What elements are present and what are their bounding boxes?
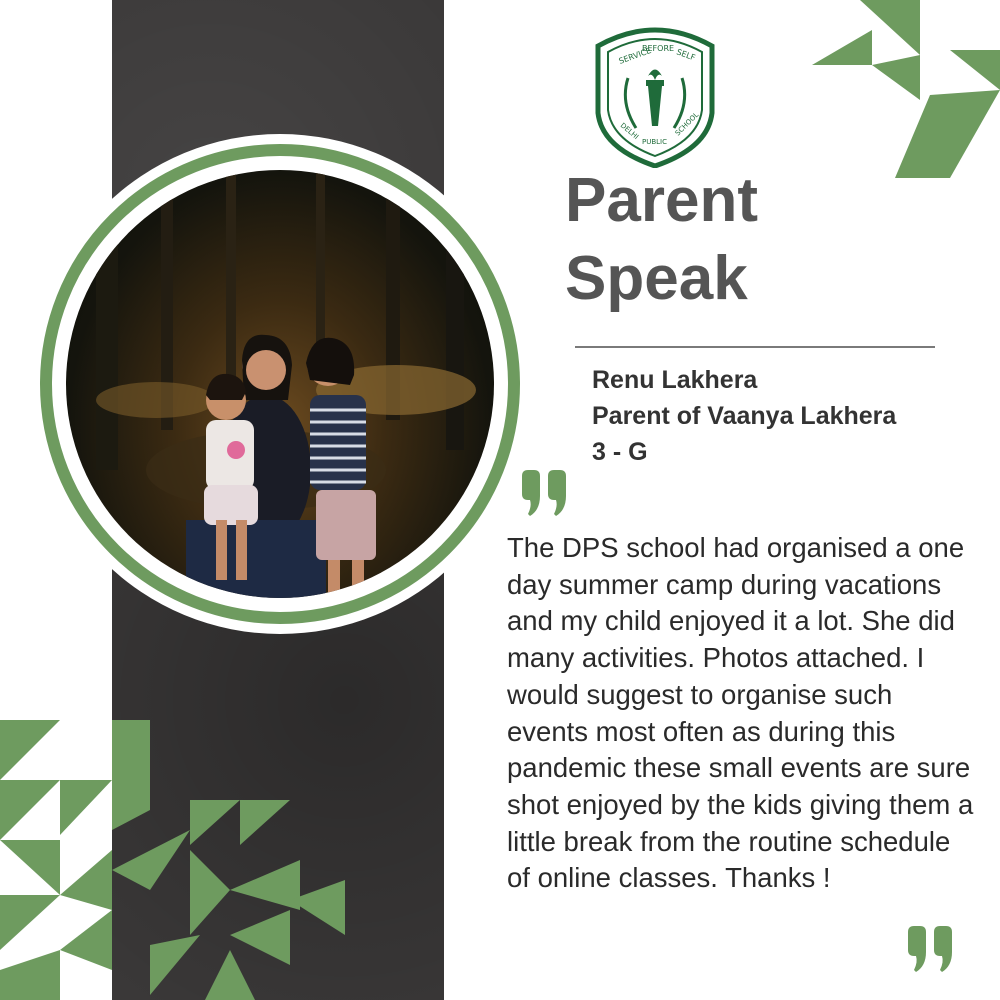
svg-text:DELHI: DELHI bbox=[618, 121, 640, 142]
svg-text:PUBLIC: PUBLIC bbox=[642, 138, 667, 146]
svg-text:SCHOOL: SCHOOL bbox=[673, 110, 701, 138]
page-title bbox=[565, 162, 758, 318]
author-block bbox=[592, 362, 896, 470]
bottom-left-triangle-decoration bbox=[0, 720, 360, 1000]
quote-open-icon bbox=[518, 470, 572, 518]
svg-text:SERVICE: SERVICE bbox=[617, 45, 653, 66]
testimonial-text: The DPS school had organised a one day summer camp during vacations and my child enjoyed it a lot. She did many activities. Photos attached. I would suggest to organise such events most often as during this pandemic these small events are sure shot enjoyed by the kids giving them a little break from the routine schedule of online classes. Thanks ! bbox=[507, 532, 974, 894]
family-photo bbox=[66, 170, 494, 598]
author-name: Renu Lakhera bbox=[592, 366, 758, 394]
top-right-triangle-decoration bbox=[800, 0, 1000, 190]
school-crest-logo bbox=[590, 18, 720, 168]
divider-line bbox=[575, 346, 935, 348]
title-line-2: Speak bbox=[565, 244, 748, 313]
author-relation: Parent of Vaanya Lakhera bbox=[592, 402, 897, 430]
svg-text:SELF: SELF bbox=[675, 47, 697, 63]
svg-text:BEFORE: BEFORE bbox=[642, 44, 675, 53]
quote-close-icon bbox=[904, 926, 958, 974]
title-line-1: Parent bbox=[565, 166, 758, 235]
author-class: 3 - G bbox=[592, 438, 648, 466]
